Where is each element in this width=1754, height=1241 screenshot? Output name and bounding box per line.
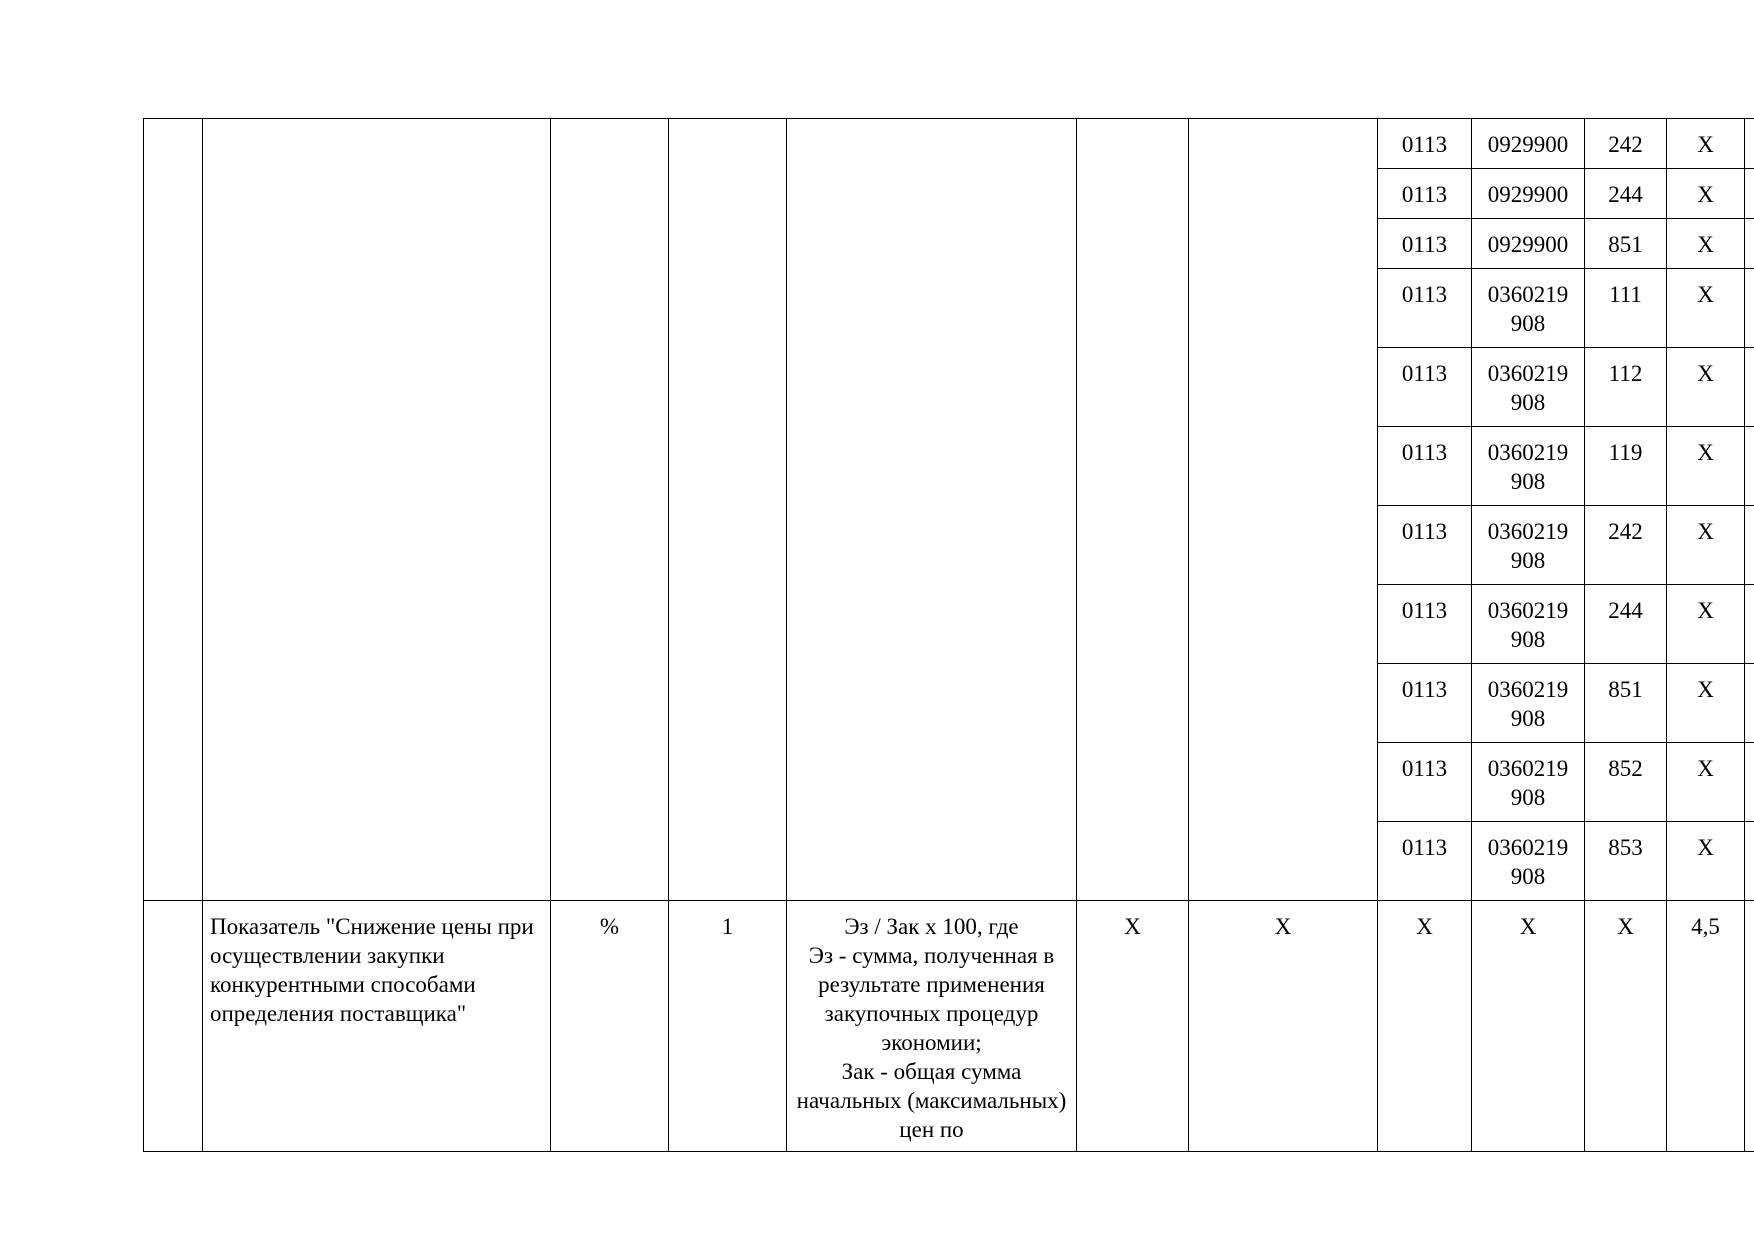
formula-line: Эз / Зак х 100, где — [844, 914, 1019, 939]
num-cell — [144, 901, 203, 1152]
expense-code-cell: 112 — [1585, 348, 1667, 427]
num-cell — [144, 119, 203, 901]
expense-code-cell: 851 — [1585, 664, 1667, 743]
col6-cell: X — [1077, 901, 1189, 1152]
mark-cell: X — [1667, 119, 1745, 169]
formula-cell — [787, 901, 1077, 1152]
indicator-row — [144, 901, 1754, 1152]
clipped-cell — [1745, 269, 1754, 348]
mark-cell: X — [1667, 269, 1745, 348]
target-code-cell: 0360219 908 — [1472, 743, 1585, 822]
table-row — [144, 119, 1754, 169]
mark-cell: X — [1667, 743, 1745, 822]
expense-code-cell: 851 — [1585, 219, 1667, 269]
target-code-cell: X — [1472, 901, 1585, 1152]
clipped-cell — [1745, 427, 1754, 506]
expense-code-cell: 119 — [1585, 427, 1667, 506]
unit-cell — [551, 119, 669, 901]
mark-cell: X — [1667, 427, 1745, 506]
value-cell: 4,5 — [1667, 901, 1745, 1152]
target-code-cell: 0360219 908 — [1472, 664, 1585, 743]
weight-cell — [669, 119, 787, 901]
target-code-cell: 0360219 908 — [1472, 822, 1585, 901]
formula-line: Эз - сумма, полученная в результате применения закупочных процедур экономии; — [808, 943, 1055, 1055]
mark-cell: X — [1667, 506, 1745, 585]
expense-code-cell: 244 — [1585, 169, 1667, 219]
section-code-cell: 0113 — [1378, 743, 1472, 822]
section-code-cell: 0113 — [1378, 219, 1472, 269]
weight-cell: 1 — [669, 901, 787, 1152]
expense-code-cell: 242 — [1585, 119, 1667, 169]
clipped-cell — [1745, 901, 1754, 1152]
clipped-cell — [1745, 822, 1754, 901]
section-code-cell: 0113 — [1378, 119, 1472, 169]
target-code-cell: 0929900 — [1472, 119, 1585, 169]
section-code-cell: 0113 — [1378, 169, 1472, 219]
mark-cell: X — [1667, 169, 1745, 219]
formula-cell — [787, 119, 1077, 901]
target-code-cell: 0929900 — [1472, 169, 1585, 219]
mark-cell: X — [1667, 664, 1745, 743]
section-code-cell: 0113 — [1378, 664, 1472, 743]
expense-code-cell: X — [1585, 901, 1667, 1152]
expense-code-cell: 852 — [1585, 743, 1667, 822]
mark-cell: X — [1667, 348, 1745, 427]
table-body — [144, 119, 1754, 1152]
indicator-name-cell: Показатель "Снижение цены при осуществлении закупки конкурентными способами определения поставщика" — [203, 901, 551, 1152]
clipped-cell — [1745, 743, 1754, 822]
target-code-cell: 0929900 — [1472, 219, 1585, 269]
clipped-cell — [1745, 348, 1754, 427]
section-code-cell: X — [1378, 901, 1472, 1152]
expense-code-cell: 853 — [1585, 822, 1667, 901]
target-code-cell: 0360219 908 — [1472, 348, 1585, 427]
section-code-cell: 0113 — [1378, 822, 1472, 901]
section-code-cell: 0113 — [1378, 506, 1472, 585]
target-code-cell: 0360219 908 — [1472, 506, 1585, 585]
mark-cell: X — [1667, 822, 1745, 901]
clipped-cell — [1745, 664, 1754, 743]
col7-cell — [1189, 119, 1378, 901]
section-code-cell: 0113 — [1378, 348, 1472, 427]
col7-cell: X — [1189, 901, 1378, 1152]
clipped-cell — [1745, 506, 1754, 585]
clipped-cell — [1745, 585, 1754, 664]
expense-code-cell: 242 — [1585, 506, 1667, 585]
unit-cell: % — [551, 901, 669, 1152]
formula-line: Зак - общая сумма начальных (максимальных) цен по — [796, 1059, 1067, 1142]
indicator-table — [143, 118, 1754, 1152]
mark-cell: X — [1667, 219, 1745, 269]
target-code-cell: 0360219 908 — [1472, 585, 1585, 664]
clipped-cell — [1745, 169, 1754, 219]
clipped-cell — [1745, 119, 1754, 169]
expense-code-cell: 111 — [1585, 269, 1667, 348]
col6-cell — [1077, 119, 1189, 901]
name-cell — [203, 119, 551, 901]
clipped-cell — [1745, 219, 1754, 269]
target-code-cell: 0360219 908 — [1472, 427, 1585, 506]
section-code-cell: 0113 — [1378, 585, 1472, 664]
section-code-cell: 0113 — [1378, 427, 1472, 506]
expense-code-cell: 244 — [1585, 585, 1667, 664]
section-code-cell: 0113 — [1378, 269, 1472, 348]
target-code-cell: 0360219 908 — [1472, 269, 1585, 348]
mark-cell: X — [1667, 585, 1745, 664]
